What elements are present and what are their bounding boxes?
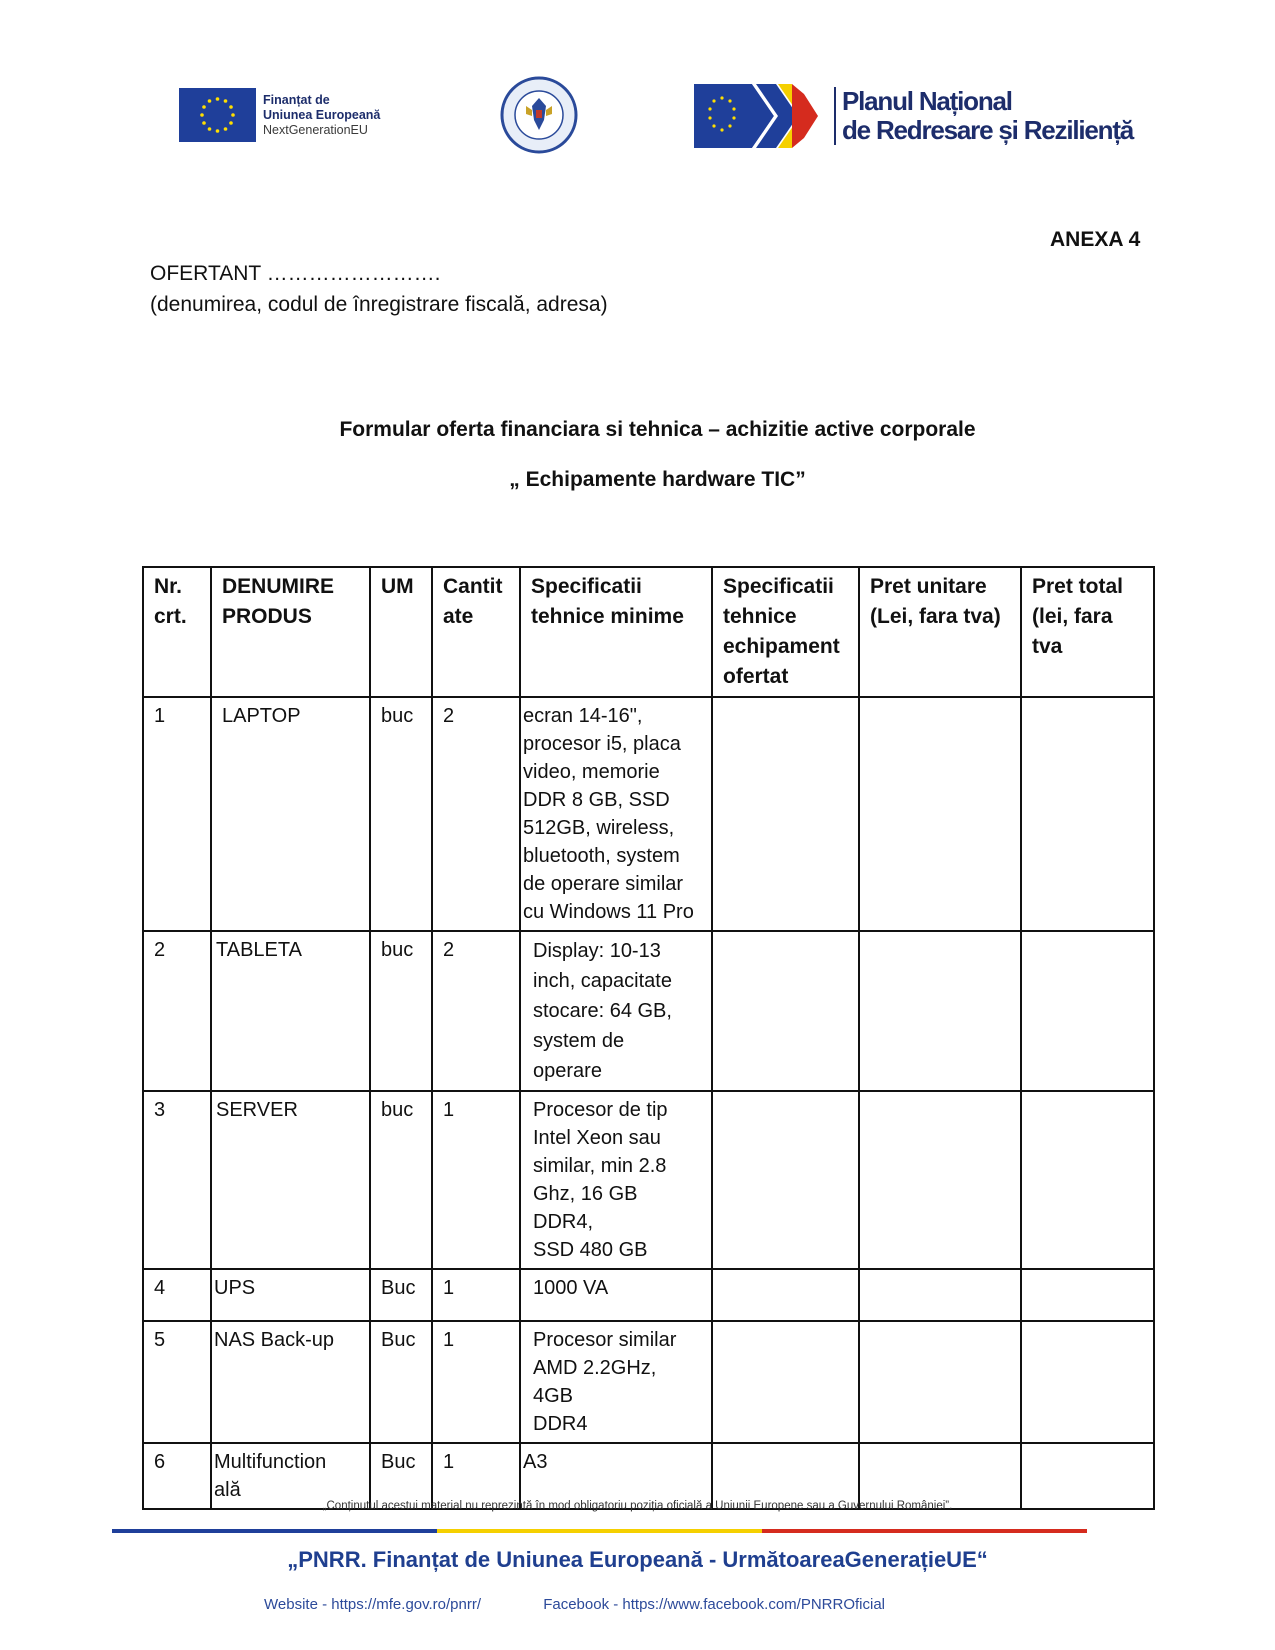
cell-um: Buc xyxy=(370,1269,432,1321)
header-pret-total: Pret total (lei, fara tva xyxy=(1021,567,1154,697)
cell-cantitate: 1 xyxy=(432,1269,520,1321)
cell-denumire: Multifunction ală xyxy=(211,1443,370,1509)
bidder-block xyxy=(150,258,608,320)
cell-spec-ofertat[interactable] xyxy=(712,931,859,1091)
header-spec-minime: Specificatii tehnice minime xyxy=(520,567,712,697)
cell-spec-ofertat[interactable] xyxy=(712,1321,859,1443)
cell-um: buc xyxy=(370,931,432,1091)
cell-denumire: LAPTOP xyxy=(211,697,370,931)
eu-logo-line3: NextGenerationEU xyxy=(263,122,368,137)
cell-denumire: NAS Back-up xyxy=(211,1321,370,1443)
header-nr: Nr. crt. xyxy=(143,567,211,697)
offer-table xyxy=(142,566,1155,1510)
header-denumire: DENUMIRE PRODUS xyxy=(211,567,370,697)
cell-pret-total[interactable] xyxy=(1021,1321,1154,1443)
cell-spec-minime: ecran 14-16", procesor i5, placa video, memorie DDR 8 GB, SSD 512GB, wireless, bluetooth, system de operare similar cu Windows 11 Pro xyxy=(520,697,712,931)
cell-spec-ofertat[interactable] xyxy=(712,1091,859,1269)
header-spec-ofertat: Specificatii tehnice echipament ofertat xyxy=(712,567,859,697)
cell-cantitate: 1 xyxy=(432,1443,520,1509)
cell-um: buc xyxy=(370,1091,432,1269)
cell-nr: 6 xyxy=(143,1443,211,1509)
cell-um: Buc xyxy=(370,1443,432,1509)
cell-nr: 4 xyxy=(143,1269,211,1321)
cell-nr: 5 xyxy=(143,1321,211,1443)
cell-pret-unitar[interactable] xyxy=(859,697,1021,931)
eu-logo-line2: Uniunea Europeană xyxy=(263,107,381,122)
cell-pret-total[interactable] xyxy=(1021,1269,1154,1321)
website-link[interactable]: Website - https://mfe.gov.ro/pnrr/ xyxy=(264,1596,482,1613)
cell-pret-total[interactable] xyxy=(1021,697,1154,931)
pnrr-flag-arrow-icon xyxy=(694,80,824,152)
cell-pret-unitar[interactable] xyxy=(859,931,1021,1091)
cell-spec-ofertat[interactable] xyxy=(712,1269,859,1321)
cell-cantitate: 2 xyxy=(432,697,520,931)
cell-denumire: SERVER xyxy=(211,1091,370,1269)
table-row xyxy=(143,1269,1154,1321)
bidder-line: OFERTANT ……………………. xyxy=(150,262,441,285)
cell-cantitate: 1 xyxy=(432,1321,520,1443)
cell-denumire: UPS xyxy=(211,1269,370,1321)
cell-spec-minime: Display: 10-13 inch, capacitate stocare: 64 GB, system de operare xyxy=(520,931,712,1091)
footer-slogan: „PNRR. Finanțat de Uniunea Europeană - UrmătoareaGenerațieUE“ xyxy=(287,1547,988,1572)
cell-um: buc xyxy=(370,697,432,931)
cell-nr: 1 xyxy=(143,697,211,931)
footer-disclaimer: „Conținutul acestui material nu reprezintă în mod obligatoriu poziția oficială a Uniunii Europene sau a Guvernului României”. xyxy=(322,1500,953,1512)
cell-pret-total[interactable] xyxy=(1021,1091,1154,1269)
cell-spec-minime: Procesor de tip Intel Xeon sau similar, min 2.8 Ghz, 16 GB DDR4, SSD 480 GB xyxy=(520,1091,712,1269)
cell-pret-unitar[interactable] xyxy=(859,1321,1021,1443)
cell-nr: 3 xyxy=(143,1091,211,1269)
table-row xyxy=(143,697,1154,931)
facebook-link[interactable]: Facebook - https://www.facebook.com/PNRROficial xyxy=(543,1596,885,1613)
cell-pret-total[interactable] xyxy=(1021,931,1154,1091)
cell-cantitate: 1 xyxy=(432,1091,520,1269)
header-um: UM xyxy=(370,567,432,697)
pnrr-logo-line1: Planul Național xyxy=(842,86,1012,116)
bidder-details-hint: (denumirea, codul de înregistrare fiscală, adresa) xyxy=(150,293,608,316)
cell-spec-minime: A3 xyxy=(520,1443,712,1509)
header-pret-unitar: Pret unitare (Lei, fara tva) xyxy=(859,567,1021,697)
cell-pret-unitar[interactable] xyxy=(859,1269,1021,1321)
table-row xyxy=(143,1321,1154,1443)
form-subtitle: „ Echipamente hardware TIC” xyxy=(509,468,806,491)
annex-label: ANEXA 4 xyxy=(1050,228,1141,251)
eu-flag-icon xyxy=(179,88,256,142)
table-row xyxy=(143,931,1154,1091)
cell-um: Buc xyxy=(370,1321,432,1443)
cell-spec-minime: 1000 VA xyxy=(520,1269,712,1321)
table-header-row xyxy=(143,567,1154,697)
footer-tricolor-divider xyxy=(112,1529,1087,1533)
cell-nr: 2 xyxy=(143,931,211,1091)
footer-links xyxy=(264,1596,885,1613)
cell-spec-ofertat[interactable] xyxy=(712,697,859,931)
form-title: Formular oferta financiara si tehnica – achizitie active corporale xyxy=(339,418,976,441)
cell-pret-unitar[interactable] xyxy=(859,1091,1021,1269)
header-cantitate: Cantit ate xyxy=(432,567,520,697)
guvernul-romaniei-seal-icon xyxy=(500,76,578,154)
table-row xyxy=(143,1091,1154,1269)
eu-logo-line1: Finanțat de xyxy=(263,92,330,107)
eu-funding-logo xyxy=(179,88,380,142)
cell-spec-minime: Procesor similar AMD 2.2GHz, 4GB DDR4 xyxy=(520,1321,712,1443)
cell-denumire: TABLETA xyxy=(211,931,370,1091)
cell-cantitate: 2 xyxy=(432,931,520,1091)
pnrr-logo xyxy=(694,80,1133,152)
pnrr-logo-line2: de Redresare și Reziliență xyxy=(842,115,1134,145)
